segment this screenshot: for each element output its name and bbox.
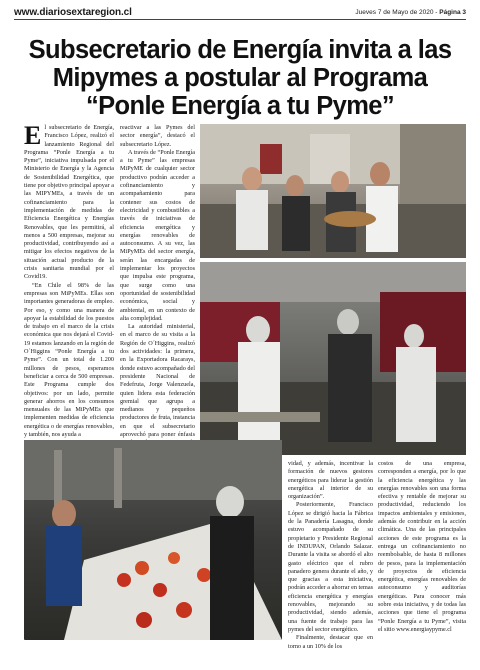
paragraph: reactivar a las Pymes del sector energía”, destacó el subsecretario López. [120, 124, 195, 148]
article-column-3 [288, 460, 373, 650]
headline-line-3: “Ponle Energía a tu Pyme” [85, 92, 395, 120]
photo-packing-line-image [24, 440, 282, 640]
paragraph: Posteriormente, Francisco López se dirigió hacia la Fábrica de la Panadería Lasagna, donde estuvo acompañado de su propietario y Presidente Regional de INDUPAN, Orlando Salazar. Durante la visita se abordó el alto gasto eléctrico que el rubro panadero genera durante el año, y que gracias a esta iniciativa, podrán acceder a ahorrar en temas eficiencia energética y energías renovables, mejorando su productividad, siendo además, una fuente de trabajo para las pymes del sector energético. [288, 501, 373, 633]
drop-cap: E [24, 121, 42, 150]
photo-fruit-exporter [200, 262, 466, 455]
paragraph: A través de “Ponle Energía a tu Pyme” las empresas MiPyME de cualquier sector productivo podrán acceder a cofinanciamiento y acompañamiento para contener sus costos de electricidad y combustibles a través de iniciativas de eficiencia energética y energías renovables de autoconsumo. A su vez, las MiPyMEs del sector energía, serán las encargadas de implementar los proyectos que impulsa este programa, que surge como una oportunidad de sostenibilidad económica, social y ambiental, en un contexto de alta complejidad. [120, 148, 195, 322]
photo-bakery-visit-image [200, 124, 466, 258]
photo-packing-line [24, 440, 282, 640]
paragraph: costos de una empresa, corresponden a energía, por lo que la eficiencia energética y las energías renovables son una forma efectiva y rentable de mejorar su productividad, reduciendo los impactos ambientales y emisiones, además de contribuir en la acción climática. Una de las principales acciones de este programa es la entrega un cofinanciamiento no reembolsable, de hasta 8 millones de pesos, para la implementación de proyectos de eficiencia energética, energías renovables de autoconsumo y auditorías energéticas. Para conocer más sobre esta iniciativa, y de todas las acciones que tiene el programa “Ponle Energía a tu Pyme”, visita el sitio www.energiaypyme.cl [378, 460, 466, 633]
page-header [14, 6, 466, 20]
paragraph: La autoridad ministerial, en el marco de su visita a la Región de O´Higgins, realizó dos actividades: la primera, en la Exportadora Racarays, donde estuvo acompañado del presidente Nacional de Fedefruta, Jorge Valenzuela, quien lidera esta federación gremial que agrupa a medianos y pequeños productores de fruta, instancia en que el subsecretario aprovechó para poner énfasis [120, 323, 195, 438]
photo-fruit-exporter-image [200, 262, 466, 455]
issue-date [355, 9, 466, 16]
paragraph: “En Chile el 98% de las empresas son MiPyMEs. Ellas son importantes generadoras de empleo. Por eso, y como una manera de apoyar la estabilidad de los puestos de trabajo en el marco de la crisis económica que nos dejará el Covid-19 estamos lanzando en la región de O´Higgins “Ponle Energía a tu Pyme”. Con un total de 1.200 millones de pesos, esperamos beneficiar a cerca de 500 empresas. Este Programa cumple dos objetivos: por un lado, permite generar ahorros en los consumos mensuales de las MiPyMEs que implementen medidas de eficiencia energética o de energías renovables, y también, nos ayuda a [24, 281, 114, 438]
paragraph: vidad, y además, incentivar la formación de nuevos gestores energéticos para liderar la gestión energética al interior de su organización”. [288, 460, 373, 501]
date-text: Jueves 7 de Mayo de 2020 - [355, 9, 440, 16]
paragraph: Finalmente, destacar que en torno a un 10% de los [288, 634, 373, 650]
headline-line-2: Mipymes a postular al Programa [52, 64, 428, 92]
headline-line-1: Subsecretario de Energía invita a las [28, 36, 452, 64]
article-column-4 [378, 460, 466, 640]
article-headline [14, 36, 466, 120]
photo-bakery-visit [200, 124, 466, 258]
page-number: Página 3 [439, 9, 466, 16]
article-column-1 [24, 121, 114, 476]
article-column-2 [120, 124, 195, 465]
paragraph [24, 121, 114, 282]
site-url[interactable]: www.diariosextaregion.cl [14, 7, 132, 18]
paragraph-text: l subsecretario de Energía, Francisco López, realizó el lanzamiento Regional del Programa “Ponle Energía a tu Pyme”, iniciativa impulsada por el Ministerio de Energía y la Agencia de Sostenibilidad Energética, que tiene por objetivo principal apoyar a las MIPYMEs, a través de un cofinanciamiento para la implementación de medidas de Eficiencia Energética y Energías Renovables, que les permitirá, al menos a 500 empresas, mejorar su productividad, contribuyendo así a mitigar los efectos negativos de la situación actual producto de la crisis sanitaria mundial por el Covid19. [24, 124, 114, 281]
